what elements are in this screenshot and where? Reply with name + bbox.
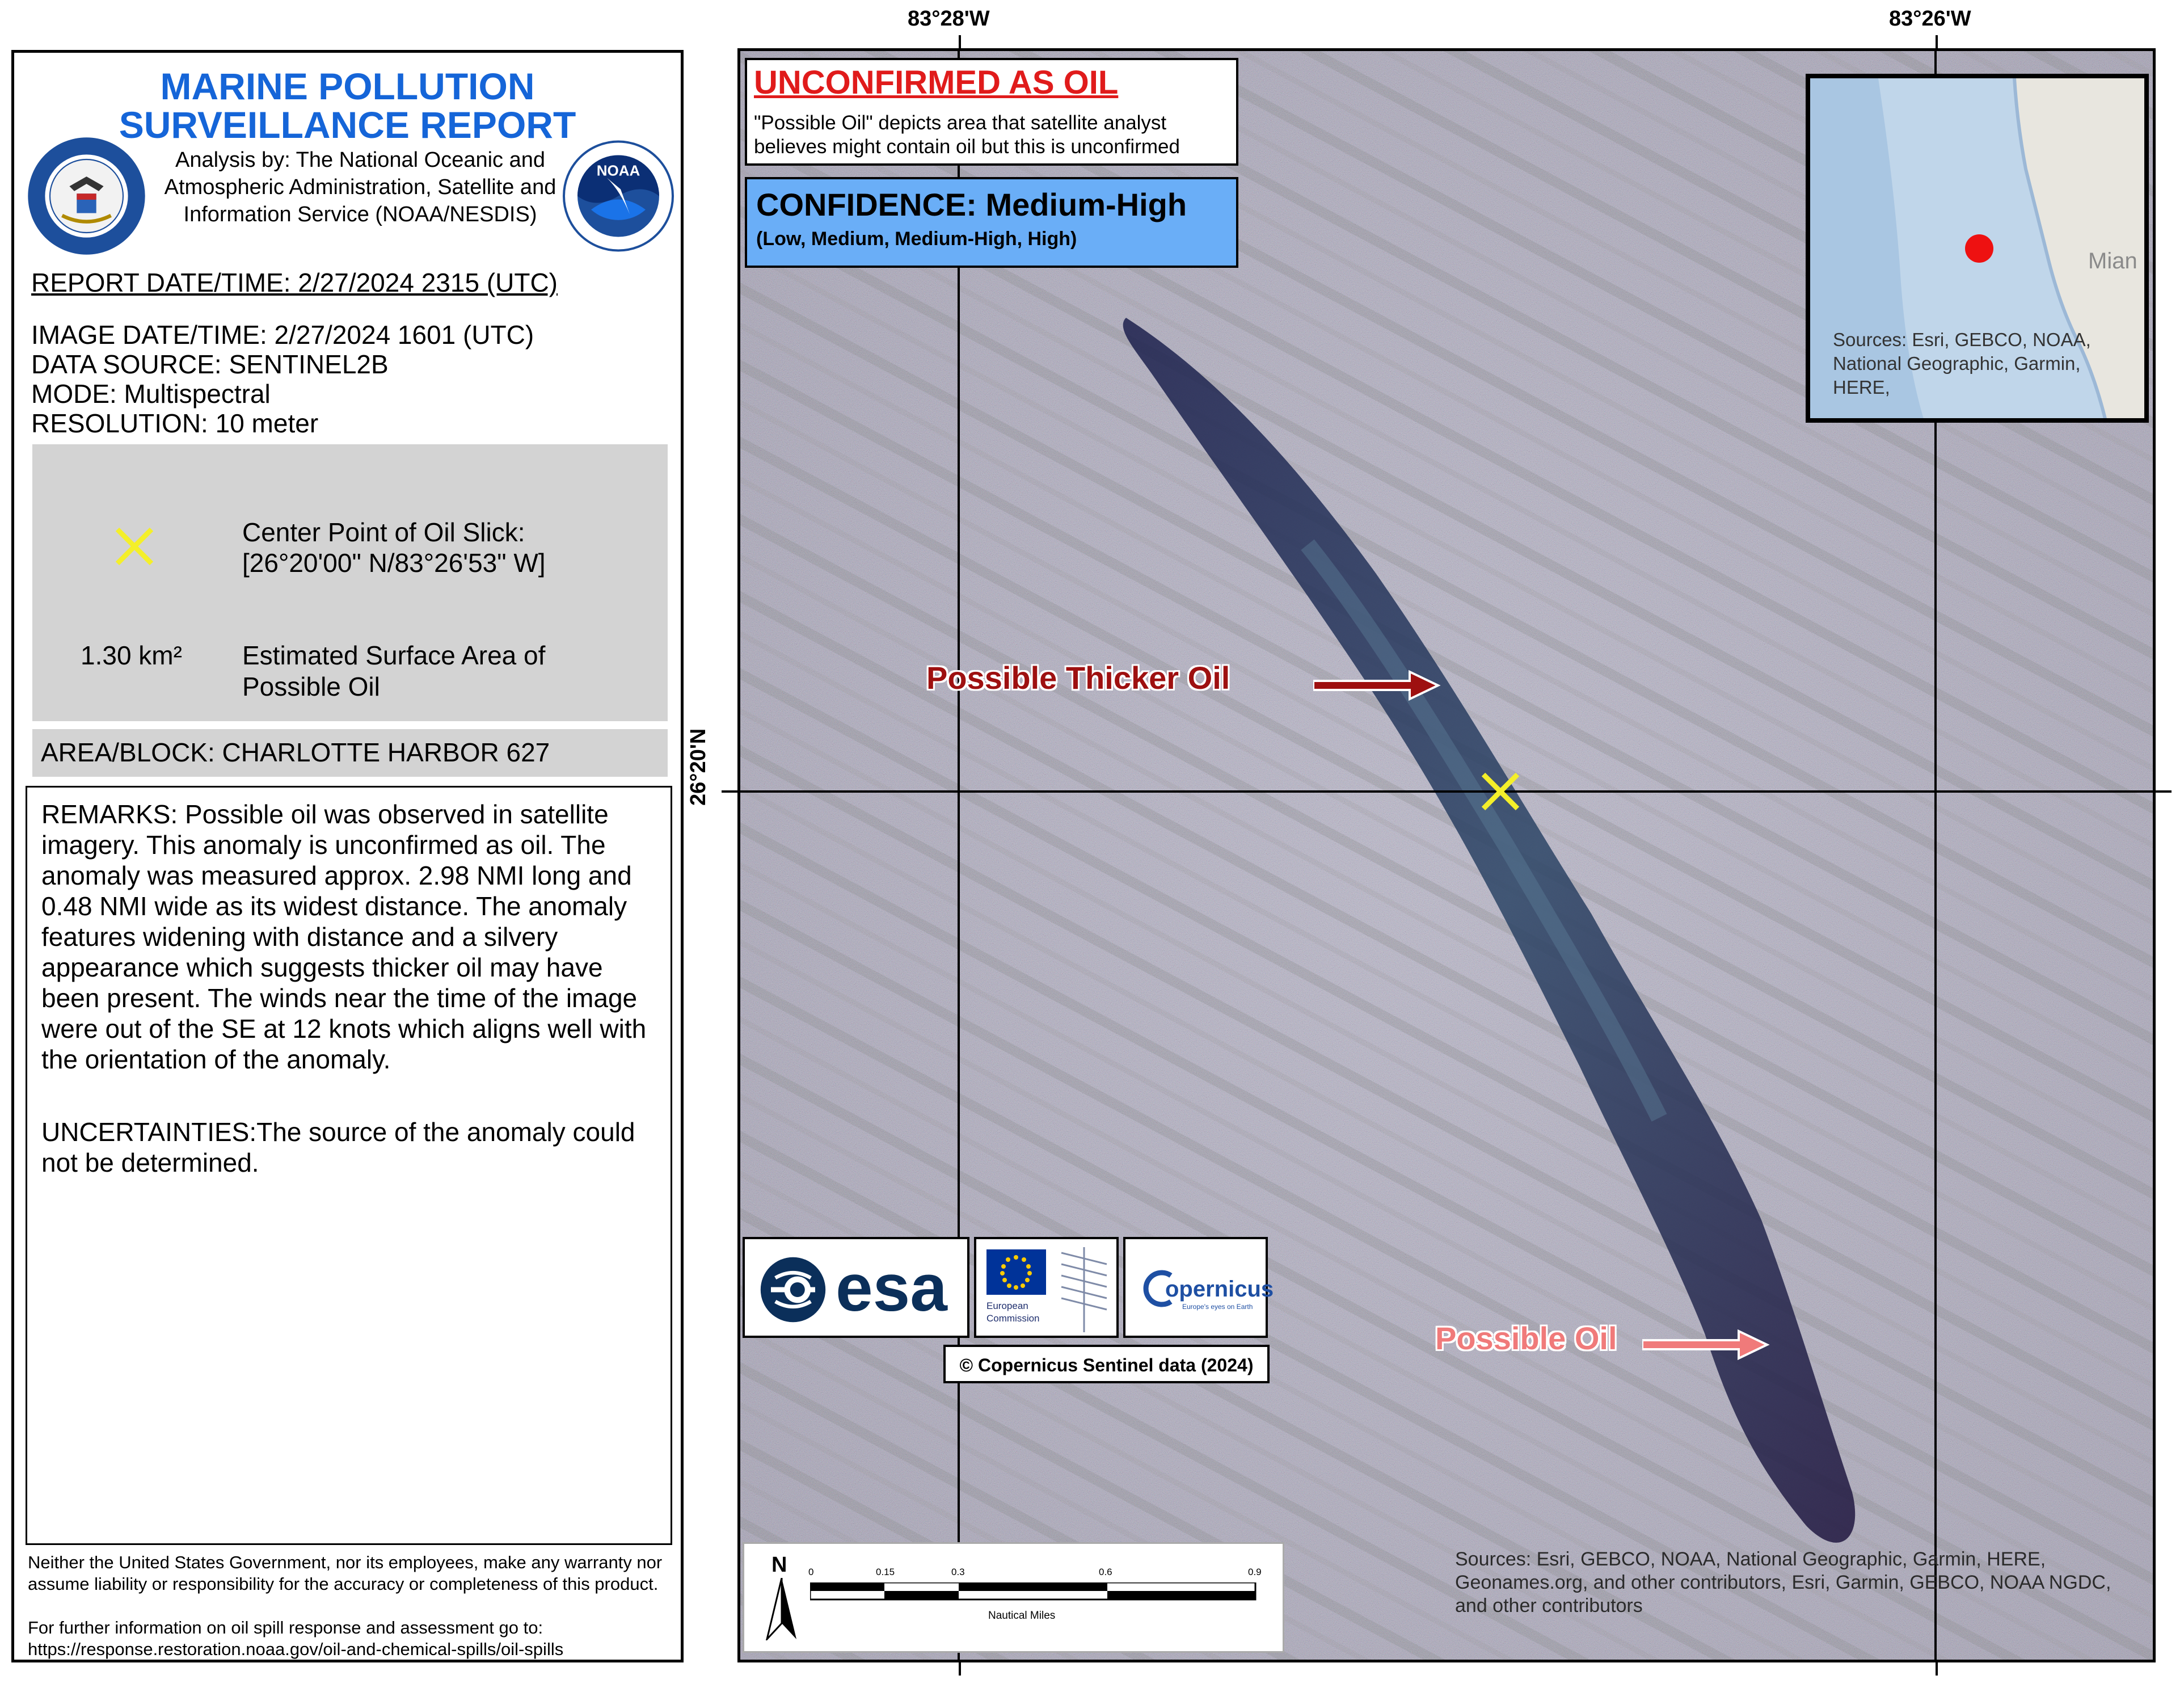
analysis-line2: Atmospheric Administration, Satellite and — [164, 175, 556, 199]
noaa-logo-icon — [562, 135, 675, 257]
lon-tick-1: 83°28'W — [908, 7, 990, 31]
remarks-box — [26, 786, 672, 1545]
satellite-map[interactable] — [737, 48, 2156, 1662]
analysis-line1: Analysis by: The National Oceanic and — [175, 148, 545, 172]
further-info-text: For further information on oil spill response and assessment go to: — [28, 1618, 543, 1638]
data-source: DATA SOURCE: SENTINEL2B — [31, 350, 389, 379]
unconfirmed-text-2: believes might contain oil but this is unconfirmed — [754, 136, 1180, 158]
resolution: RESOLUTION: 10 meter — [31, 409, 319, 438]
arrow-right-icon — [1313, 668, 1441, 702]
report-panel — [11, 50, 684, 1662]
copernicus-logo — [1123, 1237, 1274, 1338]
mode: MODE: Multispectral — [31, 379, 271, 409]
area-block: AREA/BLOCK: CHARLOTTE HARBOR 627 — [41, 738, 550, 767]
graticule-line — [740, 790, 2153, 793]
legend-center-label-2: [26°20'00" N/83°26'53" W] — [242, 548, 546, 578]
unconfirmed-title: UNCONFIRMED AS OIL — [754, 64, 1119, 101]
lon-tick-2: 83°26'W — [1889, 7, 1971, 31]
esa-logo — [743, 1237, 969, 1338]
legend-box — [32, 444, 668, 721]
arrow-right-icon — [1642, 1328, 1770, 1362]
european-commission-logo — [974, 1237, 1119, 1338]
copernicus-logo-text: opernicus — [1165, 1277, 1274, 1302]
eu-flag-icon — [986, 1249, 1046, 1295]
report-title-line2: SURVEILLANCE REPORT — [119, 104, 576, 146]
esa-logo-text: esa — [836, 1251, 947, 1325]
grid-tick — [2155, 790, 2172, 793]
grid-tick — [722, 790, 739, 793]
report-datetime: REPORT DATE/TIME: 2/27/2024 2315 (UTC) — [31, 268, 558, 297]
lat-tick-1: 26°20'N — [686, 728, 710, 806]
info-url-link[interactable]: https://response.restoration.noaa.gov/oil-and-chemical-spills/oil-spills — [28, 1639, 564, 1659]
remarks-text: REMARKS: Possible oil was observed in satellite imagery. This anomaly is unconfirmed as oil. The anomaly was measured approx. 2.98 NMI long and 0.48 NMI wide as its widest distance. The anomaly features widening with distance and a silvery appearance which suggests thicker oil may have been present. The winds near the time of the image were out of the SE at 12 knots which aligns well with the orientation of the anomaly. — [41, 799, 647, 1074]
scale-tick-4: 0.9 — [1248, 1567, 1262, 1577]
copernicus-tagline: Europe's eyes on Earth — [1182, 1303, 1253, 1311]
commission-building-icon — [1056, 1247, 1112, 1332]
unconfirmed-text-1: "Possible Oil" depicts area that satellite analyst — [754, 112, 1167, 134]
report-title-line1: MARINE POLLUTION — [160, 65, 535, 107]
graticule-line — [958, 51, 960, 1660]
noaa-logo-text: NOAA — [596, 162, 640, 179]
callout-possible-oil: Possible Oil — [1435, 1320, 1617, 1356]
callout-thicker-oil: Possible Thicker Oil — [926, 660, 1230, 696]
legend-area-label-1: Estimated Surface Area of — [242, 641, 546, 670]
confidence-levels: (Low, Medium, Medium-High, High) — [756, 228, 1077, 250]
scale-bar — [810, 1582, 1258, 1605]
uncertainties-text: UNCERTAINTIES:The source of the anomaly could not be determined. — [41, 1117, 635, 1177]
copyright-text: © Copernicus Sentinel data (2024) — [959, 1355, 1254, 1375]
legend-center-label-1: Center Point of Oil Slick: — [242, 517, 525, 547]
commerce-seal-icon — [26, 135, 147, 257]
eu-logo-text-1: European — [986, 1300, 1028, 1311]
unconfirmed-box — [745, 58, 1238, 166]
north-arrow-icon — [765, 1578, 799, 1640]
north-label: N — [771, 1553, 787, 1577]
confidence-box — [745, 177, 1238, 268]
inset-sources: Sources: Esri, GEBCO, NOAA, National Geographic, Garmin, HERE, — [1833, 329, 2091, 398]
inset-locator-map[interactable] — [1806, 74, 2149, 423]
scale-unit: Nautical Miles — [988, 1610, 1056, 1622]
confidence-title: CONFIDENCE: Medium-High — [756, 187, 1187, 222]
center-point-marker-icon — [112, 524, 157, 569]
eu-logo-text-2: Commission — [986, 1313, 1040, 1324]
disclaimer-text: Neither the United States Government, nor its employees, make any warranty nor assume liability or responsibility for the accuracy or completeness of this product. — [28, 1552, 663, 1594]
scale-tick-1: 0.15 — [876, 1567, 895, 1577]
inset-city-label: Mian — [2088, 249, 2137, 273]
esa-emblem-icon — [756, 1253, 830, 1327]
scale-tick-3: 0.6 — [1099, 1567, 1112, 1577]
scale-tick-0: 0 — [808, 1567, 814, 1577]
map-sources: Sources: Esri, GEBCO, NOAA, National Geographic, Garmin, HERE, Geonames.org, and other contributors, Esri, Garmin, GEBCO, NOAA NGDC, and other contributors — [1455, 1548, 2111, 1617]
legend-area-value: 1.30 km² — [81, 641, 182, 670]
scale-tick-2: 0.3 — [951, 1567, 965, 1577]
analysis-line3: Information Service (NOAA/NESDIS) — [183, 203, 537, 226]
copyright-box — [943, 1345, 1270, 1383]
area-block-box — [32, 729, 668, 777]
image-datetime: IMAGE DATE/TIME: 2/27/2024 1601 (UTC) — [31, 320, 534, 350]
legend-area-label-2: Possible Oil — [242, 672, 380, 701]
scale-bar-box — [743, 1542, 1284, 1653]
center-point-marker-icon[interactable] — [1478, 769, 1523, 814]
